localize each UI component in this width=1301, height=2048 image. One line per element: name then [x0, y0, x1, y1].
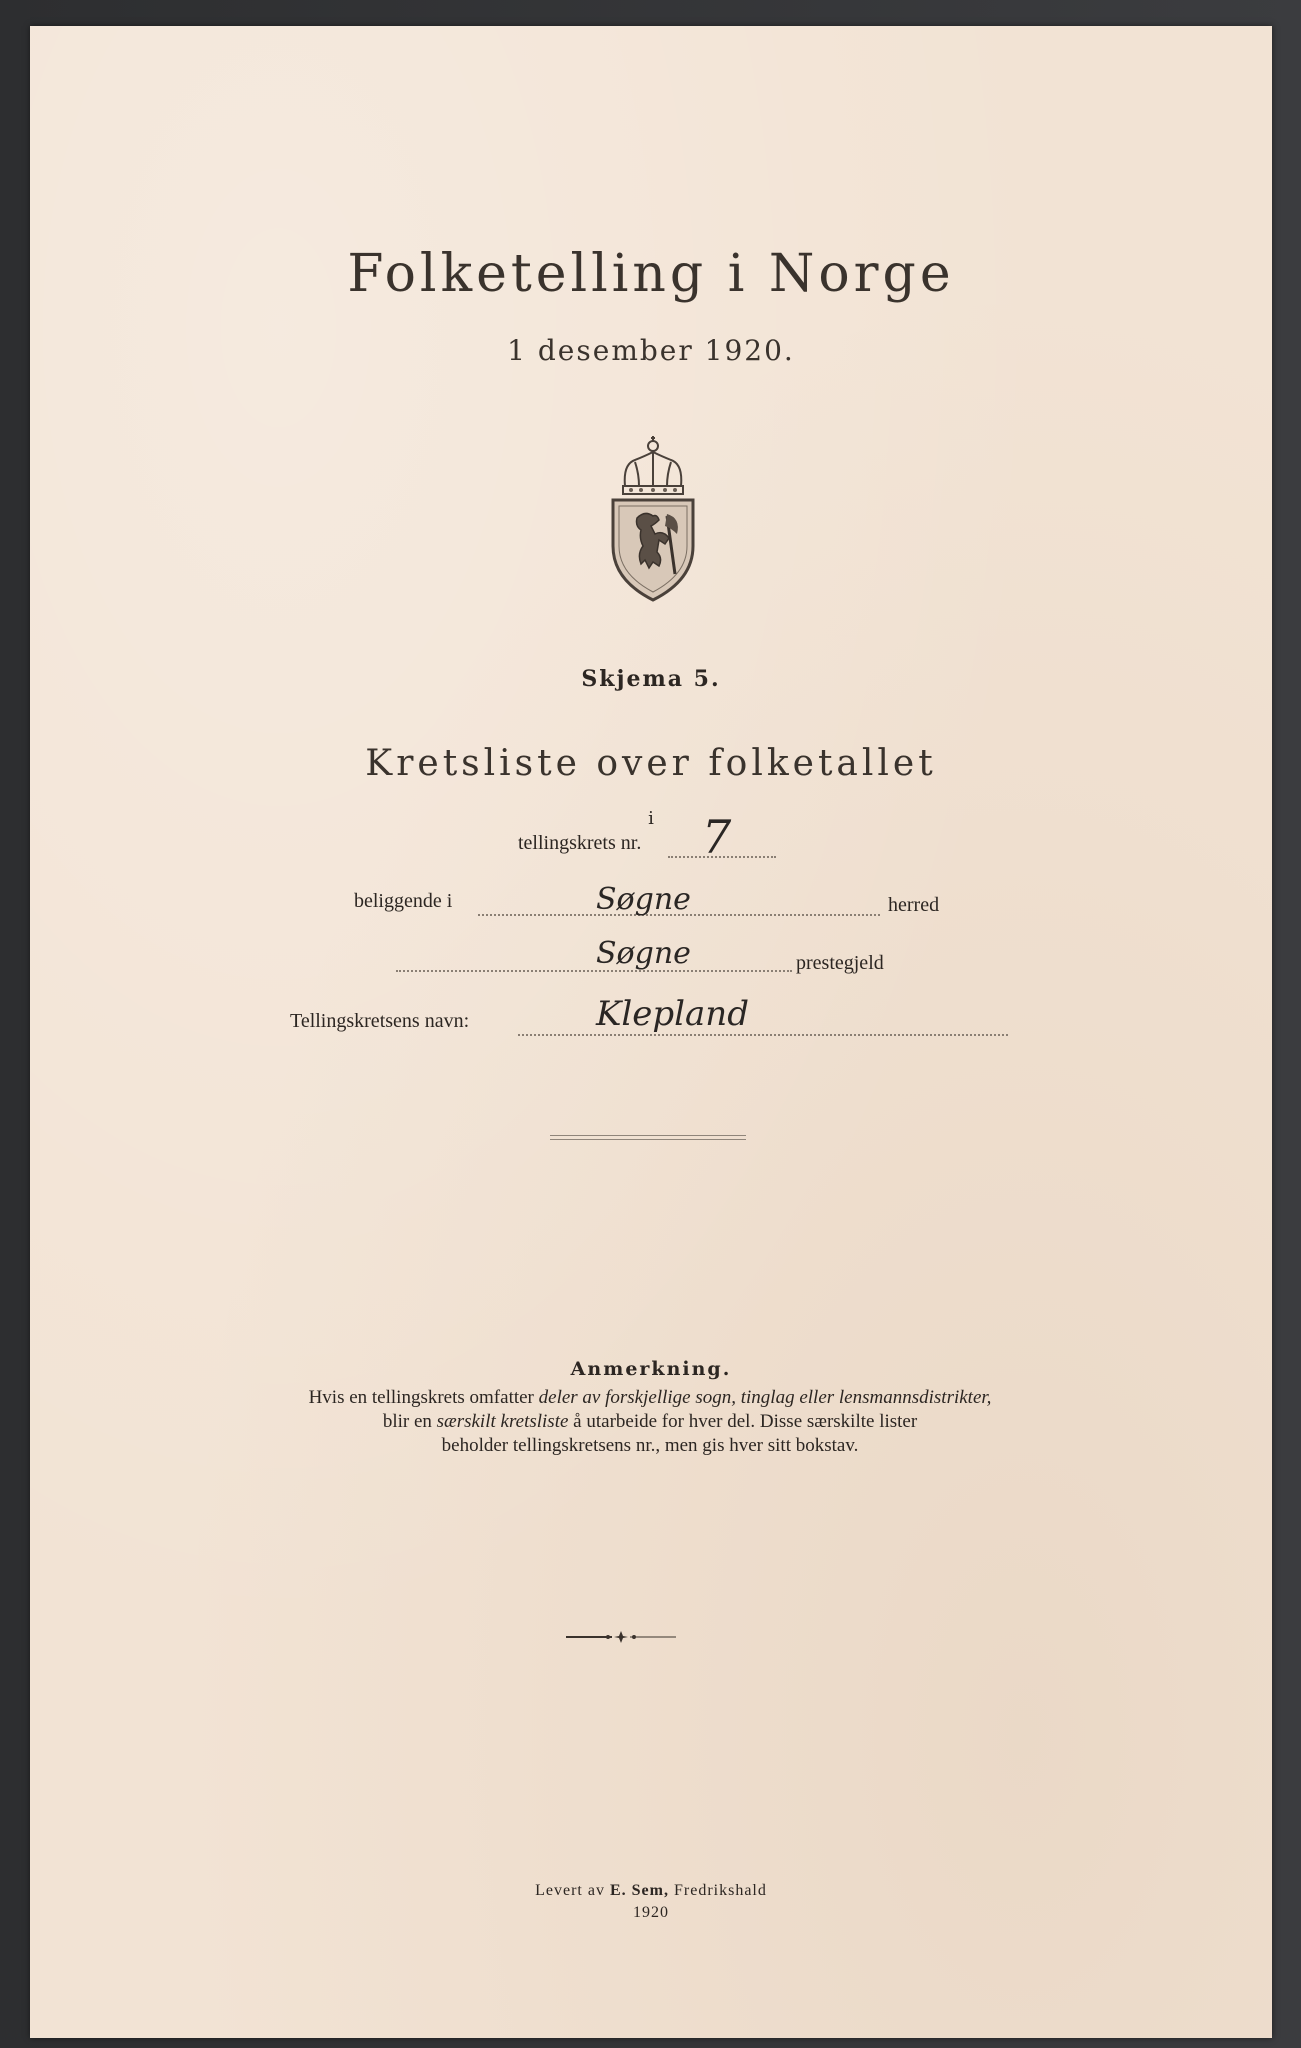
herred-label: herred [888, 894, 940, 916]
navn-line [518, 1034, 1008, 1036]
prestegjeld-value: Søgne [596, 936, 691, 971]
note-line-2 [190, 1410, 1110, 1434]
printer-ornament-icon [566, 1630, 676, 1644]
note-title: Anmerkning. [570, 1358, 732, 1380]
beliggende-label: beliggende i [354, 890, 453, 912]
prestegjeld-label: prestegjeld [796, 952, 884, 974]
note-line-2b: særskilt kretsliste [436, 1411, 569, 1432]
prestegjeld-line [396, 970, 792, 972]
form-heading: Kretsliste over folketallet [365, 743, 937, 784]
document-date: 1 desember 1920. [507, 334, 795, 367]
printer-prefix: Levert av [535, 1882, 610, 1899]
preposition-text: i [648, 808, 654, 829]
printer-credit [30, 1882, 1272, 1900]
krets-number-value: 7 [702, 810, 732, 864]
printer-name: E. Sem, [609, 1882, 669, 1899]
note-line-2c: å utarbeide for hver del. Disse særskilte lister [568, 1411, 918, 1432]
note-line-1 [190, 1386, 1110, 1410]
schema-number: Skjema 5. [581, 666, 721, 692]
note-line-1a: Hvis en tellingskrets omfatter [308, 1387, 539, 1408]
navn-label: Tellingskretsens navn: [290, 1010, 470, 1032]
note-line-3: beholder tellingskretsens nr., men gis hver sitt bokstav. [441, 1435, 859, 1456]
printer-suffix: Fredrikshald [668, 1882, 767, 1899]
beliggende-value: Søgne [596, 882, 691, 917]
note-line-2a: blir en [382, 1411, 437, 1432]
note-line-1b: deler av forskjellige sogn, tinglag eller lensmannsdistrikter, [538, 1387, 992, 1408]
navn-value: Klepland [596, 994, 749, 1034]
norway-coat-of-arms-icon [605, 434, 701, 602]
census-form-page [30, 26, 1272, 2038]
document-title: Folketelling i Norge [347, 244, 955, 304]
printer-year: 1920 [633, 1904, 669, 1921]
krets-number-label: tellingskrets nr. [518, 832, 642, 854]
divider-rule [550, 1135, 746, 1140]
